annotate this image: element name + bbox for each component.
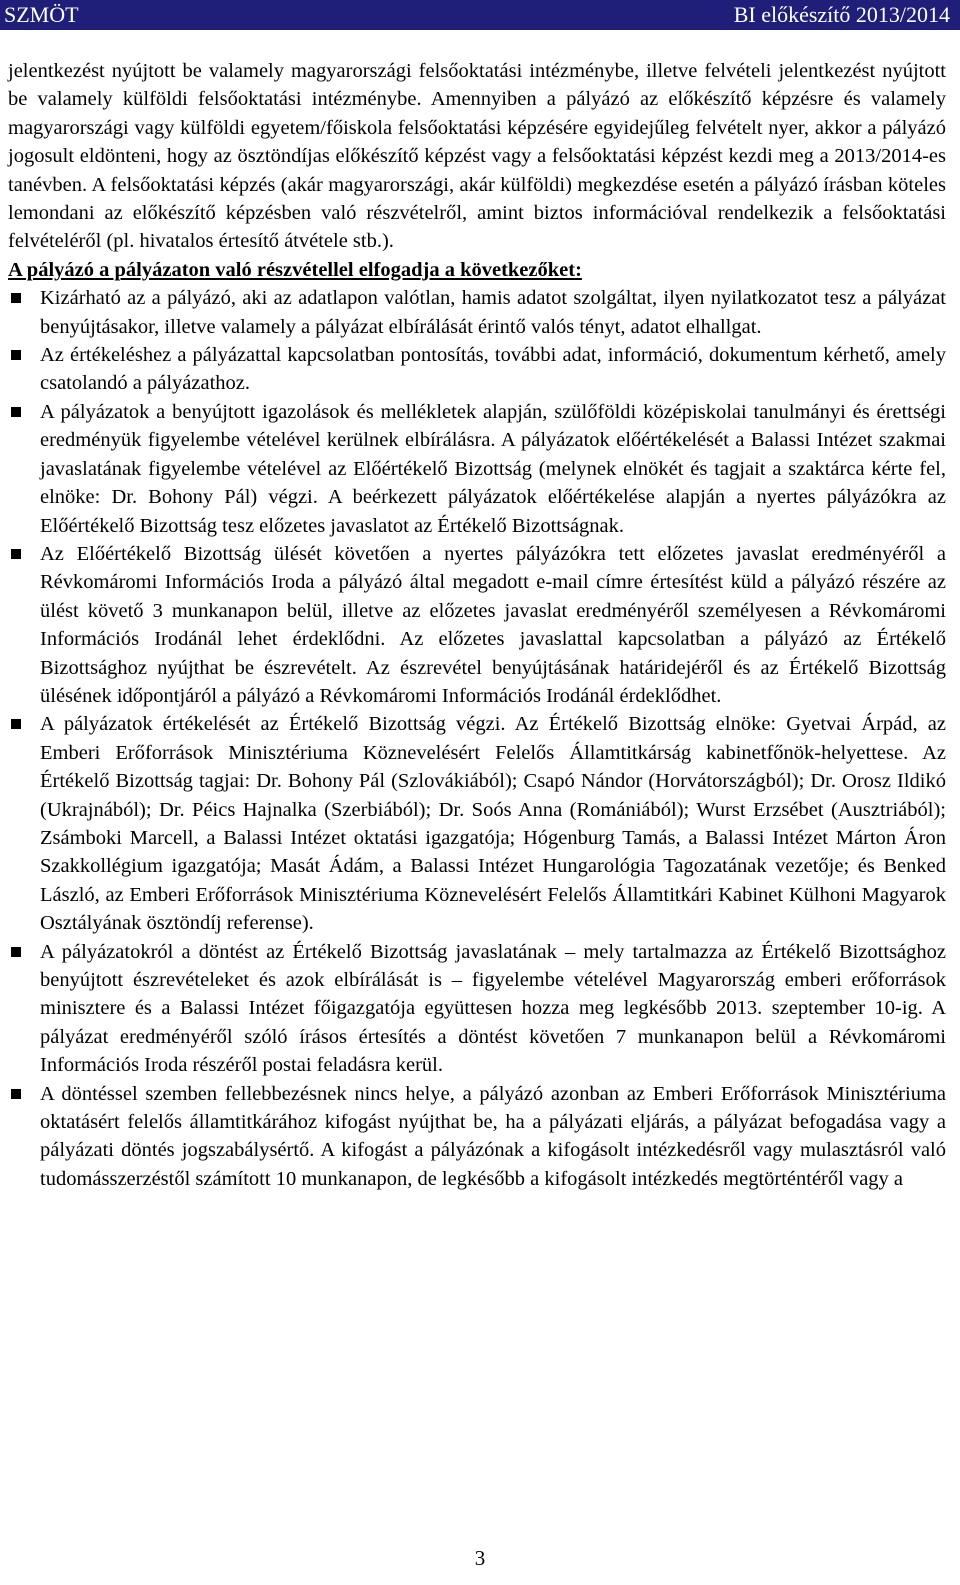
list-item-text: A pályázatok a benyújtott igazolások és mellékletek alapján, szülőföldi középiskolai tanulmányi és érettségi eredményük figyelembe vételével kerülnek elbírálásra. A pályázatok előértékelését a Balassi Intézet szakmai javaslatának figyelembe vételével az Előértékelő Bizottság (melynek elnökét és tagjait a szaktárca kérte fel, elnöke: Dr. Bohony Pál) végzi. A beérkezett pályázatok előértékelése alapján a nyertes pályázókra az Előértékelő Bizottság tesz előzetes javaslatot az Értékelő Bizottságnak. [40, 400, 946, 537]
conditions-list [8, 284, 946, 1193]
section-heading: A pályázó a pályázaton való részvétellel elfogadja a következőket: [8, 258, 582, 281]
list-item-text: A pályázatokról a döntést az Értékelő Bizottság javaslatának – mely tartalmazza az Értékelő Bizottsághoz benyújtott észrevételeket és azok elbírálását is – figyelembe vételével Magyarország emberi erőforrások minisztere és a Balassi Intézet főigazgatója együttesen hozza meg legkésőbb 2013. szeptember 10-ig. A pályázat eredményéről szóló írásos értesítés a döntést követően 7 munkanapon belül a Révkomáromi Információs Iroda részéről postai feladásra kerül. [40, 940, 946, 1077]
list-item-text: A döntéssel szemben fellebbezésnek nincs helye, a pályázó azonban az Emberi Erőforrások Minisztériuma oktatásért felelős államtitkárához kifogást nyújthat be, ha a pályázati eljárás, a pályázat befogadása vagy a pályázati döntés jogszabálysértő. A kifogást a pályázónak a kifogásolt intézkedésről vagy mulasztásról való tudomásszerzéstől számított 10 munkanapon, de legkésőbb a kifogásolt intézkedés megtörténtéről vagy a [40, 1082, 946, 1190]
list-item-text: Kizárható az a pályázó, aki az adatlapon valótlan, hamis adatot szolgáltat, ilyen nyilatkozatot tesz a pályázat benyújtásakor, illetve valamely a pályázat elbírálását érintő valós tényt, adatot elhallgat. [40, 287, 946, 338]
header-right-title: BI előkészítő 2013/2014 [733, 2, 950, 27]
intro-paragraph: jelentkezést nyújtott be valamely magyarországi felsőoktatási intézménybe, illetve felvételi jelentkezést nyújtott be valamely külföldi felsőoktatási intézménybe. Amennyiben a pályázó az előkészítő képzésre és valamely magyarországi vagy külföldi egyetem/főiskola felsőoktatási képzésére egyidejűleg felvételt nyer, akkor a pályázó jogosult eldönteni, hogy az ösztöndíjas előkészítő képzést vagy a felsőoktatási képzést kezdi meg a 2013/2014-es tanévben. A felsőoktatási képzés (akár magyarországi, akár külföldi) megkezdése esetén a pályázó írásban köteles lemondani az előkészítő képzésben való részvételről, amint biztos információval rendelkezik a felsőoktatási felvételéről (pl. hivatalos értesítő átvétele stb.). [8, 60, 946, 253]
list-item [8, 710, 946, 937]
list-item-text: Az értékeléshez a pályázattal kapcsolatban pontosítás, további adat, információ, dokumentum kérhető, amely csatolandó a pályázathoz. [40, 344, 946, 395]
square-bullet-icon [11, 407, 21, 417]
square-bullet-icon [11, 350, 21, 360]
list-item [8, 341, 946, 398]
square-bullet-icon [11, 293, 21, 303]
header-left-title: SZMÖT [4, 2, 79, 27]
list-item [8, 1080, 946, 1194]
list-item-text: A pályázatok értékelését az Értékelő Bizottság végzi. Az Értékelő Bizottság elnöke: Gyetvai Árpád, az Emberi Erőforrások Minisztériuma Köznevelésért Felelős Államtitkárság kabinetfőnök-helyettese. Az Értékelő Bizottság tagjai: Dr. Bohony Pál (Szlovákiából); Csapó Nándor (Horvátországból); Dr. Orosz Ildikó (Ukrajnából); Dr. Péics Hajnalka (Szerbiából); Dr. Soós Anna (Romániából); Wurst Erzsébet (Ausztriából); Zsámboki Marcell, a Balassi Intézet oktatási igazgatója; Hógenburg Tamás, a Balassi Intézet Márton Áron Szakkollégium igazgatója; Masát Ádám, a Balassi Intézet Hungarológia Tagozatának vezetője; és Benked László, az Emberi Erőforrások Minisztériuma Köznevelésért Felelős Államtitkári Kabinet Külhoni Magyarok Osztályának ösztöndíj referense). [40, 713, 946, 935]
page-number: 3 [474, 1546, 486, 1570]
square-bullet-icon [11, 1089, 21, 1099]
list-item [8, 284, 946, 341]
document-body [8, 57, 946, 1193]
square-bullet-icon [11, 719, 21, 729]
page-header [0, 0, 960, 30]
list-item [8, 398, 946, 540]
square-bullet-icon [11, 947, 21, 957]
list-item-text: Az Előértékelő Bizottság ülését követően a nyertes pályázókra tett előzetes javaslat eredményéről a Révkomáromi Információs Iroda a pályázó által megadott e-mail címre értesítést küld a pályázó részére az ülést követő 3 munkanapon belül, illetve az előzetes javaslat eredményéről személyesen a Révkomáromi Információs Irodánál lehet érdeklődni. Az előzetes javaslattal kapcsolatban a pályázó az Értékelő Bizottsághoz nyújthat be észrevételt. Az észrevétel benyújtásának határidejéről és az Értékelő Bizottság ülésének időpontjáról a pályázó a Révkomáromi Információs Irodánál érdeklődhet. [40, 542, 946, 707]
square-bullet-icon [11, 549, 21, 559]
list-item [8, 938, 946, 1080]
list-item [8, 540, 946, 710]
